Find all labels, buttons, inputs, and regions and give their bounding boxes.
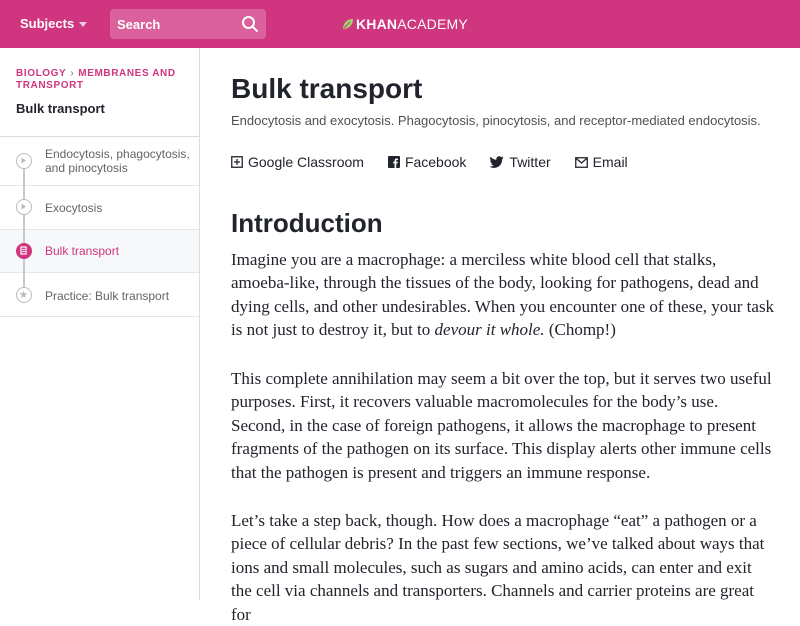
page-title: Bulk transport xyxy=(231,73,423,104)
twitter-icon xyxy=(490,156,504,168)
top-header xyxy=(0,0,800,48)
subjects-menu-button[interactable] xyxy=(20,16,87,31)
timeline-line xyxy=(23,166,25,186)
chevron-right-icon: › xyxy=(70,68,75,79)
email-share-button[interactable] xyxy=(575,154,628,170)
play-icon xyxy=(16,153,32,169)
logo-text-khan: KHAN xyxy=(356,16,398,32)
sidebar-item-bulk-transport[interactable] xyxy=(0,230,199,273)
chevron-down-icon xyxy=(79,22,87,27)
sidebar-item-label: Practice: Bulk transport xyxy=(45,289,170,303)
paragraph-1-text: Imagine you are a macrophage: a merciless white blood cell that stalks, amoeba-like, through the tissues of the body, looking for pathogens, dead and dying cells, and other undesirables. When you encounter one of these, your task is not just to destroy it, but to xyxy=(231,250,775,340)
google-classroom-share-button[interactable] xyxy=(231,154,364,170)
khan-academy-logo[interactable] xyxy=(342,15,468,33)
subjects-label: Subjects xyxy=(20,16,75,31)
breadcrumb xyxy=(16,68,191,92)
sidebar-list xyxy=(0,137,199,317)
sidebar-item-endocytosis[interactable] xyxy=(0,137,199,186)
sidebar xyxy=(0,48,200,600)
sidebar-title: Bulk transport xyxy=(16,101,105,116)
leaf-logo-icon xyxy=(342,18,354,30)
paragraph-1-emphasis: devour it whole. xyxy=(434,320,545,340)
timeline-line xyxy=(23,230,25,243)
breadcrumb-unit-link[interactable]: MEMBRANES AND TRANSPORT xyxy=(16,68,176,91)
sidebar-item-practice[interactable] xyxy=(0,273,199,317)
sidebar-item-label: Endocytosis, phagocytosis, and pinocytosis xyxy=(45,147,190,175)
sidebar-item-label: Bulk transport xyxy=(45,244,120,258)
facebook-share-button[interactable] xyxy=(388,154,466,170)
email-label: Email xyxy=(592,154,628,170)
facebook-label: Facebook xyxy=(404,154,467,170)
google-classroom-icon xyxy=(231,156,243,168)
timeline-line xyxy=(23,258,25,273)
facebook-icon xyxy=(388,156,400,168)
article-icon xyxy=(16,243,32,259)
paragraph-1-end: (Chomp!) xyxy=(544,320,616,340)
share-bar xyxy=(231,154,652,170)
email-icon xyxy=(575,157,588,168)
paragraph-2: This complete annihilation may seem a bit over the top, but it serves two useful purposes. First, it recovers valuable macromolecules for the body’s use. Second, in the case of foreign pathogens, it allows the macrophage to present fragments of the pathogen on its surface. This display alerts other immune cells that the pathogen is present and triggers an immune response. xyxy=(231,369,772,482)
timeline-line xyxy=(23,186,25,199)
paragraph-3: Let’s take a step back, though. How does a macrophage “eat” a pathogen or a piece of cellular debris? In the past few sections, we’ve talked about ways that ions and small molecules, such as sugars and amino acids, can enter and exit the cell via channels and transporters. Channels and carrier proteins are great for xyxy=(231,511,765,624)
search-input[interactable] xyxy=(110,9,230,39)
search-box[interactable] xyxy=(110,9,266,39)
google-classroom-label: Google Classroom xyxy=(248,154,364,170)
search-icon[interactable] xyxy=(241,15,259,33)
breadcrumb-subject-link[interactable]: BIOLOGY xyxy=(16,68,67,79)
section-title: Introduction xyxy=(231,208,383,238)
sidebar-item-label: Exocytosis xyxy=(45,201,103,215)
star-icon xyxy=(16,287,32,303)
twitter-share-button[interactable] xyxy=(490,154,550,170)
paragraph-1 xyxy=(231,248,776,342)
timeline-line xyxy=(23,273,25,287)
play-icon xyxy=(16,199,32,215)
twitter-label: Twitter xyxy=(509,154,551,170)
logo-text-academy: ACADEMY xyxy=(397,16,468,32)
timeline-line xyxy=(23,214,25,230)
sidebar-item-exocytosis[interactable] xyxy=(0,186,199,230)
page-subtitle: Endocytosis and exocytosis. Phagocytosis, pinocytosis, and receptor-mediated endocytosis. xyxy=(231,113,761,128)
